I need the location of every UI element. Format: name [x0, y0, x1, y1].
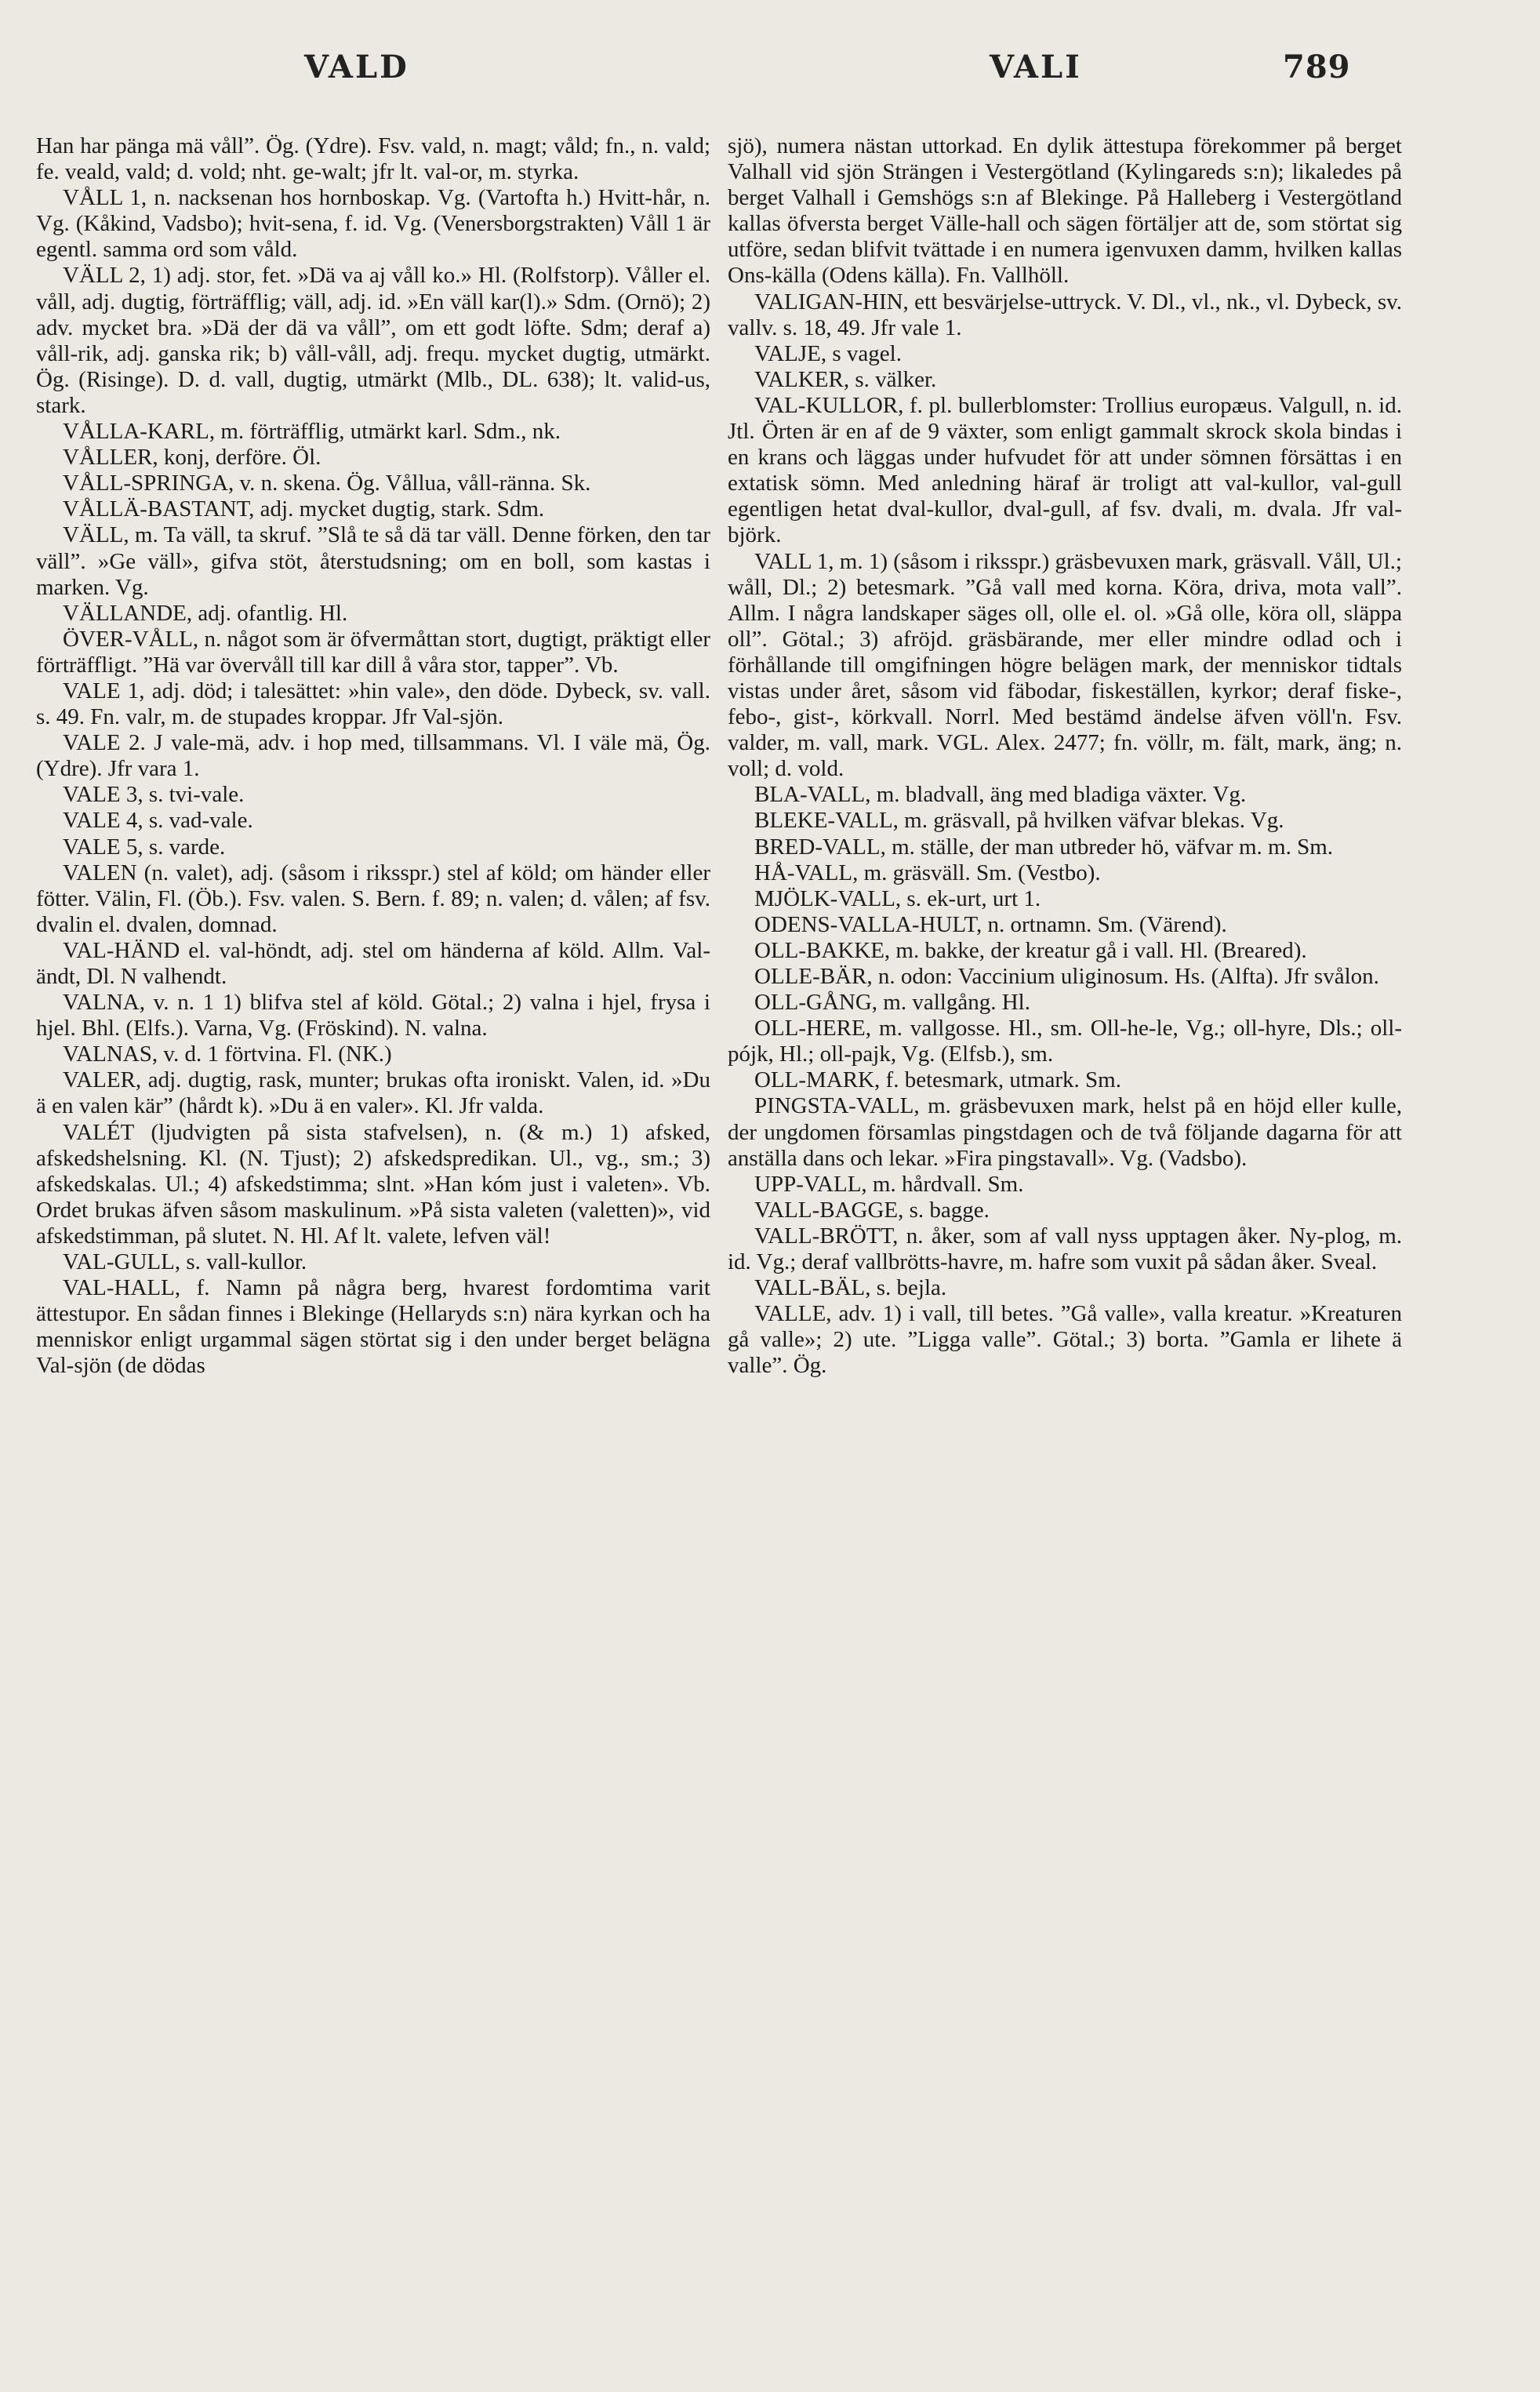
dictionary-entry: ODENS-VALLA-HULT, n. ortnamn. Sm. (Värend). [754, 911, 1227, 937]
dictionary-entry: VALE 4, s. vad-vale. [63, 808, 253, 834]
dictionary-entry: MJÖLK-VALL, s. ek-urt, urt 1. [754, 885, 1041, 911]
dictionary-entry: VÄLL 2, 1) adj. stor, fet. »Dä va aj våll ko.» Hl. (Rolfstorp). Våller el. våll, adj. dugtig, förträfflig; väll, adj. id. »En väll kar(l).» Sdm. (Ornö); 2) adv. mycket bra. »Dä der dä va våll”, om ett godt löfte. Sdm; deraf a) våll-rik, adj. ganska rik; b) våll-våll, adj. frequ. mycket dugtig, utmärkt. Ög. (Risinge). D. d. vall, dugtig, utmärkt (Mlb., DL. 638); lt. valid-us, stark. [36, 263, 710, 418]
dictionary-entry: VÄLLANDE, adj. ofantlig. Hl. [63, 600, 348, 626]
dictionary-entry: sjö), numera nästan uttorkad. En dylik ättestupa förekommer på berget Valhall vid sjön Strängen i Vestergötland (Kylingareds s:n); likaledes på berget Valhall i Gemshögs s:n af Blekinge. På Halleberg i Vestergötland kallas öfversta berget Välle-hall och sägen förtäljer att de, som störtat sig utföre, sedan blifvit tvättade i en numera igenvuxen damm, hvilken kallas Ons-källa (Odens källa). Fn. Vallhöll. [728, 133, 1402, 289]
dictionary-entry: VALER, adj. dugtig, rask, munter; brukas ofta ironiskt. Valen, id. »Du ä en valen kär” (hårdt k). »Du ä en valer». Kl. Jfr valda. [36, 1067, 710, 1119]
dictionary-entry: VALL 1, m. 1) (såsom i riksspr.) gräsbevuxen mark, gräsvall. Våll, Ul.; wåll, Dl.; 2) betesmark. ”Gå vall med korna. Köra, driva, mota vall”. Allm. I några landskaper säges oll, olle el. ol. »Gå olle, köra oll, släppa oll”. Götal.; 3) afröjd. gräsbärande, mer eller mindre odlad och i förhållande till omgifningen högre belägen mark, der menniskor tidtals vistas under året, såsom vid fäbodar, fiskeställen, kyrkor; deraf fiske-, febo-, gist-, körkvall. Norrl. Med bestämd ändelse äfven völl'n. Fsv. valder, m. vall, mark. VGL. Alex. 2477; fn. völlr, m. fält, mark, äng; n. voll; d. vold. [728, 548, 1402, 782]
dictionary-entry: VÅLL 1, n. nacksenan hos hornboskap. Vg. (Vartofta h.) Hvitt-hår, n. Vg. (Kåkind, Vadsbo); hvit-sena, f. id. Vg. (Venersborgstrakten) Våll 1 är egentl. samma ord som våld. [36, 185, 710, 263]
dictionary-entry: VALÉT (ljudvigten på sista stafvelsen), n. (& m.) 1) afsked, afskedshelsning. Kl. (N. Tjust); 2) afskedspredikan. Ul., vg., sm.; 3) afskedskalas. Ul.; 4) afskedstimma; slnt. »Han kóm just i valeten». Vb. Ordet brukas äfven såsom maskulinum. »På sista valeten (valetten)», vid afskedstimman, på slutet. N. Hl. Af lt. valete, lefven väl! [36, 1119, 710, 1249]
dictionary-entry: VÅLLA-KARL, m. förträfflig, utmärkt karl. Sdm., nk. [63, 419, 561, 445]
dictionary-entry: VALLE, adv. 1) i vall, till betes. ”Gå valle», valla kreatur. »Kreaturen gå valle»; 2) ute. ”Ligga valle”. Götal.; 3) borta. ”Gamla er lihete ä valle”. Ög. [728, 1301, 1402, 1379]
right-column [728, 133, 1402, 1380]
dictionary-entry: Han har pänga mä våll”. Ög. (Ydre). Fsv. vald, n. magt; våld; fn., n. vald; fe. veald, vald; d. vold; nht. ge-walt; jfr lt. val-or, m. styrka. [36, 133, 710, 185]
left-running-head: VALD [304, 49, 409, 85]
dictionary-entry: VÅLL-SPRINGA, v. n. skena. Ög. Vållua, våll-ränna. Sk. [63, 471, 591, 496]
dictionary-entry: VALIGAN-HIN, ett besvärjelse-uttryck. V. Dl., vl., nk., vl. Dybeck, sv. vallv. s. 18, 49. Jfr vale 1. [728, 289, 1402, 340]
dictionary-entry: VAL-KULLOR, f. pl. bullerblomster: Trollius europæus. Valgull, n. id. Jtl. Örten är en af de 9 växter, som enligt gammalt skrock skola bindas i en krans och läggas under hufvudet för att under sömnen försättas i en extatisk sömn. Med anledning häraf är troligt att val-kullor, val-gull egentligen hetat dval-kullor, dval-gull, af fsv. dvali, m. dvala. Jfr val-björk. [728, 392, 1402, 548]
dictionary-entry: VALE 2. J vale-mä, adv. i hop med, tillsammans. Vl. I väle mä, Ög. (Ydre). Jfr vara 1. [36, 730, 710, 782]
dictionary-entry: VALKER, s. välker. [754, 366, 937, 392]
dictionary-entry: VAL-GULL, s. vall-kullor. [63, 1249, 307, 1275]
dictionary-entry: VÅLLER, konj, derföre. Öl. [63, 445, 321, 471]
dictionary-entry: HÅ-VALL, m. gräsväll. Sm. (Vestbo). [754, 860, 1101, 885]
dictionary-entry: VAL-HALL, f. Namn på några berg, hvarest fordomtima varit ättestupor. En sådan finnes i Blekinge (Hellaryds s:n) nära kyrkan och ha menniskor enligt urgammal sägen störtat sig i den under berget belägna Val-sjön (de dödas [36, 1275, 710, 1379]
dictionary-entry: VALNAS, v. d. 1 förtvina. Fl. (NK.) [63, 1042, 392, 1067]
dictionary-entry: ÖVER-VÅLL, n. något som är öfvermåttan stort, dugtigt, präktigt eller förträffligt. ”Hä var övervåll till kar dill å våra stor, tapper”. Vb. [36, 626, 710, 678]
dictionary-entry: VAL-HÄND el. val-höndt, adj. stel om händerna af köld. Allm. Val-ändt, Dl. N valhendt. [36, 937, 710, 989]
dictionary-entry: BLEKE-VALL, m. gräsvall, på hvilken väfvar blekas. Vg. [754, 808, 1284, 834]
right-running-head: VALI [990, 49, 1082, 85]
dictionary-entry: OLLE-BÄR, n. odon: Vaccinium uliginosum. Hs. (Alfta). Jfr svålon. [754, 964, 1379, 989]
left-column [36, 133, 710, 1380]
dictionary-entry: VALL-BRÖTT, n. åker, som af vall nyss upptagen åker. Ny-plog, m. id. Vg.; deraf vallbrötts-havre, m. hafre som vuxit på sådan åker. Sveal. [728, 1223, 1402, 1275]
dictionary-entry: VALE 5, s. varde. [63, 834, 226, 860]
dictionary-entry: OLL-MARK, f. betesmark, utmark. Sm. [754, 1067, 1121, 1093]
dictionary-entry: VALEN (n. valet), adj. (såsom i riksspr.) stel af köld; om händer eller fötter. Välin, Fl. (Öb.). Fsv. valen. S. Bern. f. 89; n. valen; d. vålen; af fsv. dvalin el. dvalen, domnad. [36, 860, 710, 937]
dictionary-entry: PINGSTA-VALL, m. gräsbevuxen mark, helst på en höjd eller kulle, der ungdomen församlas pingstdagen och de två följande dagarna för att anställa dans och lekar. »Fira pingstavall». Vg. (Vadsbo). [728, 1093, 1402, 1171]
dictionary-entry: VALJE, s vagel. [754, 340, 902, 366]
page-number: 789 [1283, 49, 1351, 85]
dictionary-entry: VALL-BAGGE, s. bagge. [754, 1197, 990, 1223]
dictionary-entry: VALL-BÄL, s. bejla. [754, 1275, 947, 1301]
dictionary-entry: UPP-VALL, m. hårdvall. Sm. [754, 1171, 1024, 1197]
dictionary-entry: OLL-BAKKE, m. bakke, der kreatur gå i vall. Hl. (Breared). [754, 937, 1307, 963]
dictionary-entry: VÄLL, m. Ta väll, ta skruf. ”Slå te så dä tar väll. Denne förken, den tar väll”. »Ge väll», gifva stöt, återstudsning; om en boll, som kastas i marken. Vg. [36, 522, 710, 600]
dictionary-entry: VALNA, v. n. 1 1) blifva stel af köld. Götal.; 2) valna i hjel, frysa i hjel. Bhl. (Elfs.). Varna, Vg. (Fröskind). N. valna. [36, 990, 710, 1042]
dictionary-entry: BLA-VALL, m. bladvall, äng med bladiga växter. Vg. [754, 782, 1247, 808]
dictionary-entry: VÅLLÄ-BASTANT, adj. mycket dugtig, stark. Sdm. [63, 496, 545, 522]
dictionary-entry: OLL-GÅNG, m. vallgång. Hl. [754, 990, 1030, 1016]
dictionary-entry: OLL-HERE, m. vallgosse. Hl., sm. Oll-he-le, Vg.; oll-hyre, Dls.; oll-pójk, Hl.; oll-pajk, Vg. (Elfsb.), sm. [728, 1016, 1402, 1067]
dictionary-entry: VALE 1, adj. död; i talesättet: »hin vale», den döde. Dybeck, sv. vall. s. 49. Fn. valr, m. de stupades kroppar. Jfr Val-sjön. [36, 678, 710, 730]
dictionary-entry: BRED-VALL, m. ställe, der man utbreder hö, väfvar m. m. Sm. [754, 834, 1334, 860]
dictionary-entry: VALE 3, s. tvi-vale. [63, 782, 245, 808]
